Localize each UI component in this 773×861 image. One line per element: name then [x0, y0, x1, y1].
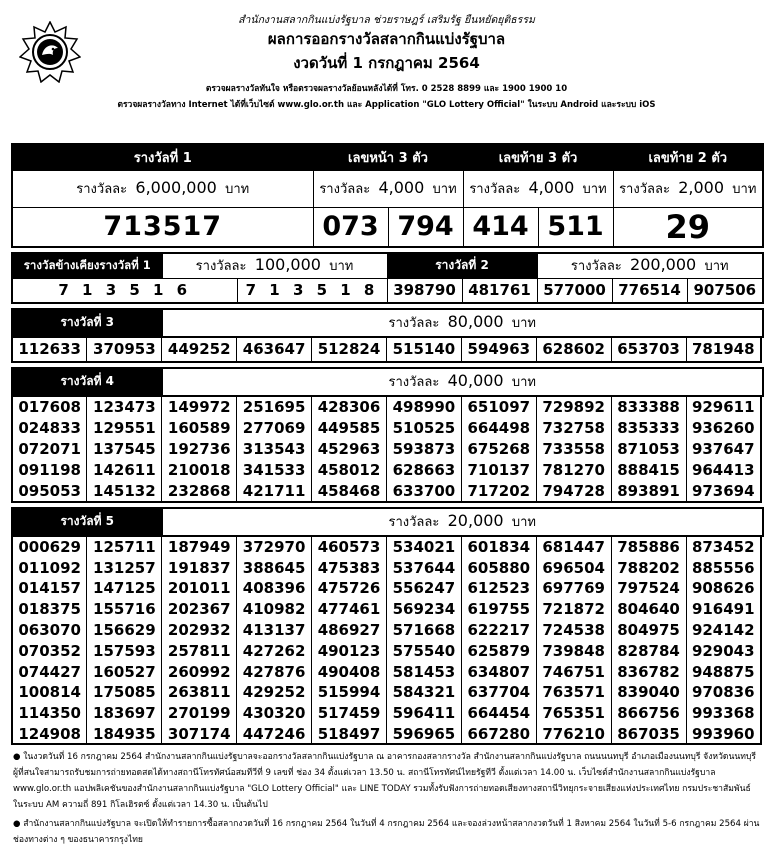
- second-prize-number: 907506: [687, 279, 763, 303]
- prize-number: 011092: [12, 557, 87, 578]
- prize-number: 145132: [87, 481, 162, 502]
- prize-number: 628602: [536, 338, 611, 362]
- fourth-prize-table: [11, 367, 764, 397]
- second-prize-number: 481761: [462, 279, 537, 303]
- prize-number: 785886: [611, 537, 686, 558]
- prize-number: 605880: [461, 557, 536, 578]
- near-first-label: รางวัลข้างเคียงรางวัลที่ 1: [12, 253, 162, 279]
- prize-number: 307174: [162, 724, 237, 745]
- near-first-amount: รางวัลละ 100,000 บาท: [162, 253, 387, 279]
- third-prize-amount: รางวัลละ 80,000 บาท: [162, 309, 763, 337]
- prize-number: 156629: [87, 620, 162, 641]
- number-row: [12, 439, 761, 460]
- prize-number: 729892: [536, 397, 611, 418]
- prize-number: 160589: [162, 418, 237, 439]
- prize-number: 191837: [162, 557, 237, 578]
- prize-number: 072071: [12, 439, 87, 460]
- prize-number: 187949: [162, 537, 237, 558]
- front3-number: 794: [388, 207, 463, 247]
- prize-number: 866756: [611, 703, 686, 724]
- prize-number: 970836: [691, 683, 755, 702]
- prize-number: 625879: [461, 640, 536, 661]
- prize-number: 341533: [237, 460, 312, 481]
- number-row: [12, 724, 761, 745]
- prize-number: 797524: [611, 578, 686, 599]
- number-row: [12, 338, 761, 362]
- prize-number: 024833: [12, 418, 87, 439]
- prize-number: 628663: [386, 460, 461, 481]
- fifth-prize-numbers: [11, 537, 762, 746]
- prize-number: 449585: [312, 418, 387, 439]
- prize-number: 651097: [461, 397, 536, 418]
- prize-number: 263811: [162, 682, 237, 703]
- prize-number: 251695: [237, 397, 312, 418]
- prize-number: 776210: [536, 724, 611, 745]
- fifth-prize-amount: รางวัลละ 20,000 บาท: [162, 508, 763, 536]
- second-prize-number: 776514: [612, 279, 687, 303]
- fourth-prize-numbers: [11, 397, 762, 503]
- back2-number: 29: [613, 207, 763, 247]
- prize-number: 733558: [536, 439, 611, 460]
- prize-number: 017608: [12, 397, 87, 418]
- back3-label: เลขท้าย 3 ตัว: [463, 144, 613, 170]
- prize-number: 534021: [386, 537, 461, 558]
- prize-number: 018375: [12, 599, 87, 620]
- fifth-prize-table: [11, 507, 764, 537]
- prize-number: 137545: [87, 439, 162, 460]
- prize-number: 593873: [386, 439, 461, 460]
- prize-number: 537644: [386, 557, 461, 578]
- prize-number: 929043: [691, 641, 755, 660]
- number-row: [12, 703, 761, 724]
- prize-number: 936260: [691, 419, 755, 437]
- front3-amount: รางวัลละ 4,000 บาท: [313, 170, 463, 207]
- prize-number: 581453: [386, 661, 461, 682]
- near-second-table: [11, 252, 764, 304]
- prize-number: 232868: [162, 481, 237, 502]
- prize-number: 063070: [12, 620, 87, 641]
- phone-info: ตรวจผลรางวัลทันใจ หรือตรวจผลรางวัลย้อนหลังได้ที่ โทร. 0 2528 8899 และ 1900 1900 10: [205, 84, 568, 94]
- prize-number: 125711: [87, 537, 162, 558]
- prize-number: 916491: [691, 600, 755, 619]
- prize-number: 675268: [461, 439, 536, 460]
- fourth-prize-label: รางวัลที่ 4: [12, 368, 162, 396]
- prize-number: 202367: [162, 599, 237, 620]
- prize-number: 836782: [611, 661, 686, 682]
- back3-amount: รางวัลละ 4,000 บาท: [463, 170, 613, 207]
- prize-number: 124908: [12, 724, 87, 745]
- prize-number: 739848: [536, 640, 611, 661]
- number-row: [12, 557, 761, 578]
- prize-number: 653703: [611, 338, 686, 362]
- near-first-number: 7 1 3 5 1 6: [12, 279, 237, 303]
- prize-number: 697769: [536, 578, 611, 599]
- prize-number: 993368: [691, 704, 755, 723]
- prize-number: 428306: [312, 397, 387, 418]
- office-slogan: สำนักงานสลากกินแบ่งรัฐบาล ช่วยราษฎร์ เสริมรัฐ ยืนหยัดยุติธรรม: [238, 14, 535, 26]
- prize-number: 430320: [237, 703, 312, 724]
- prize-number: 596965: [386, 724, 461, 745]
- third-prize-numbers: [11, 338, 762, 363]
- prize-number: 584321: [386, 682, 461, 703]
- prize-number: 515140: [386, 338, 461, 362]
- prize-number: 596411: [386, 703, 461, 724]
- prize-number: 804640: [611, 599, 686, 620]
- prize-number: 260992: [162, 661, 237, 682]
- prize-number: 634807: [461, 661, 536, 682]
- prize-number: 184935: [87, 724, 162, 745]
- header: [11, 13, 762, 143]
- draw-date: งวดวันที่ 1 กรกฎาคม 2564: [293, 54, 480, 72]
- prize-number: 833388: [611, 397, 686, 418]
- prize-number: 452963: [312, 439, 387, 460]
- prize-number: 463647: [237, 338, 312, 362]
- third-prize-table: [11, 308, 764, 338]
- prize-number: 828784: [611, 640, 686, 661]
- prize-number: 948875: [691, 662, 755, 681]
- prize-number: 388645: [237, 557, 312, 578]
- prize-number: 100814: [12, 682, 87, 703]
- notes: [11, 749, 762, 848]
- number-row: [12, 661, 761, 682]
- prize-number: 192736: [162, 439, 237, 460]
- prize-number: 721872: [536, 599, 611, 620]
- back2-amount: รางวัลละ 2,000 บาท: [613, 170, 763, 207]
- prize-number: 556247: [386, 578, 461, 599]
- prize-number: 924142: [691, 621, 755, 640]
- prize-number: 129551: [87, 418, 162, 439]
- front3-label: เลขหน้า 3 ตัว: [313, 144, 463, 170]
- prize-number: 664454: [461, 703, 536, 724]
- prize-number: 804975: [611, 620, 686, 641]
- prize-number: 486927: [312, 620, 387, 641]
- prize-number: 664498: [461, 418, 536, 439]
- prize-number: 794728: [536, 481, 611, 502]
- number-row: [12, 578, 761, 599]
- prize-number: 095053: [12, 481, 87, 502]
- prize-number: 893891: [611, 481, 686, 502]
- second-prize-number: 398790: [387, 279, 462, 303]
- number-row: [12, 397, 761, 418]
- first-prize-amount: รางวัลละ 6,000,000 บาท: [12, 170, 313, 207]
- prize-number: 765351: [536, 703, 611, 724]
- prize-number: 014157: [12, 578, 87, 599]
- prize-number: 571668: [386, 620, 461, 641]
- prize-number: 964413: [691, 461, 755, 479]
- prize-number: 601834: [461, 537, 536, 558]
- prize-number: 372970: [237, 537, 312, 558]
- prize-number: 490123: [312, 640, 387, 661]
- fourth-prize-amount: รางวัลละ 40,000 บาท: [162, 368, 763, 396]
- prize-number: 575540: [386, 640, 461, 661]
- prize-number: 449252: [162, 338, 237, 362]
- prize-number: 175085: [87, 682, 162, 703]
- prize-number: 973694: [691, 481, 755, 500]
- prize-number: 408396: [237, 578, 312, 599]
- note-sales: ● สำนักงานสลากกินแบ่งรัฐบาล จะเปิดให้ทำรายการซื้อสลากงวดวันที่ 16 กรกฎาคม 2564 ในวันที่ 4 กรกฎาคม 2564 และจองล่วงหน้าสลากงวดวันที่ 1 สิงหาคม 2564 ในวันที่ 5-6 กรกฎาคม 2564 ผ่านช่องทางต่าง ๆ ของธนาคารกรุงไทย: [13, 819, 760, 846]
- prize-number: 070352: [12, 640, 87, 661]
- number-row: [12, 599, 761, 620]
- top-prizes-table: [11, 143, 764, 248]
- prize-number: 257811: [162, 640, 237, 661]
- second-prize-number: 577000: [537, 279, 612, 303]
- number-row: [12, 682, 761, 703]
- prize-number: 458468: [312, 481, 387, 502]
- internet-info: ตรวจผลรางวัลทาง Internet ได้ที่เว็บไซต์ www.glo.or.th และ Application "GLO Lottery Official" ในระบบ Android และระบบ iOS: [117, 100, 656, 110]
- prize-number: 490408: [312, 661, 387, 682]
- prize-number: 477461: [312, 599, 387, 620]
- prize-number: 210018: [162, 460, 237, 481]
- prize-number: 871053: [611, 439, 686, 460]
- back2-label: เลขท้าย 2 ตัว: [613, 144, 763, 170]
- prize-number: 937647: [691, 440, 755, 458]
- prize-number: 114350: [12, 703, 87, 724]
- prize-number: 370953: [87, 338, 162, 362]
- prize-number: 594963: [461, 338, 536, 362]
- prize-number: 993960: [691, 724, 755, 743]
- number-row: [12, 418, 761, 439]
- prize-number: 458012: [312, 460, 387, 481]
- prize-number: 710137: [461, 460, 536, 481]
- prize-number: 277069: [237, 418, 312, 439]
- prize-number: 515994: [312, 682, 387, 703]
- prize-number: 123473: [87, 397, 162, 418]
- prize-number: 427262: [237, 640, 312, 661]
- prize-number: 475383: [312, 557, 387, 578]
- prize-number: 788202: [611, 557, 686, 578]
- prize-number: 929611: [691, 398, 755, 416]
- number-row: [12, 640, 761, 661]
- prize-number: 460573: [312, 537, 387, 558]
- prize-number: 781270: [536, 460, 611, 481]
- prize-number: 510525: [386, 418, 461, 439]
- prize-number: 622217: [461, 620, 536, 641]
- prize-number: 131257: [87, 557, 162, 578]
- prize-number: 619755: [461, 599, 536, 620]
- prize-number: 512824: [312, 338, 387, 362]
- prize-number: 313543: [237, 439, 312, 460]
- second-prize-label: รางวัลที่ 2: [387, 253, 537, 279]
- prize-number: 421711: [237, 481, 312, 502]
- prize-number: 498990: [386, 397, 461, 418]
- number-row: [12, 537, 761, 558]
- prize-number: 000629: [12, 537, 87, 558]
- number-row: [12, 620, 761, 641]
- prize-number: 112633: [12, 338, 87, 362]
- prize-number: 839040: [611, 682, 686, 703]
- prize-number: 147125: [87, 578, 162, 599]
- prize-number: 149972: [162, 397, 237, 418]
- prize-number: 410982: [237, 599, 312, 620]
- prize-number: 888415: [611, 460, 686, 481]
- prize-number: 517459: [312, 703, 387, 724]
- back3-number: 414: [463, 207, 538, 247]
- prize-number: 160527: [87, 661, 162, 682]
- prize-number: 732758: [536, 418, 611, 439]
- prize-number: 091198: [12, 460, 87, 481]
- prize-number: 202932: [162, 620, 237, 641]
- prize-number: 763571: [536, 682, 611, 703]
- prize-number: 908626: [691, 579, 755, 598]
- prize-number: 781948: [691, 340, 755, 358]
- prize-number: 183697: [87, 703, 162, 724]
- page-title: ผลการออกรางวัลสลากกินแบ่งรัฐบาล: [267, 30, 506, 48]
- first-prize-label: รางวัลที่ 1: [12, 144, 313, 170]
- prize-number: 270199: [162, 703, 237, 724]
- near-first-number: 7 1 3 5 1 8: [237, 279, 387, 303]
- prize-number: 074427: [12, 661, 87, 682]
- back3-number: 511: [538, 207, 613, 247]
- prize-number: 429252: [237, 682, 312, 703]
- prize-number: 873452: [691, 537, 755, 556]
- number-row: [12, 460, 761, 481]
- prize-number: 155716: [87, 599, 162, 620]
- prize-number: 201011: [162, 578, 237, 599]
- prize-number: 746751: [536, 661, 611, 682]
- note-broadcast: ● ในงวดวันที่ 16 กรกฎาคม 2564 สำนักงานสลากกินแบ่งรัฐบาลจะออกรางวัลสลากกินแบ่งรัฐบาล ณ อาคารกองสลากรางวัล สำนักงานสลากกินแบ่งรัฐบาล ถนนนนทบุรี อำเภอเมืองนนทบุรี จังหวัดนนทบุรี ผู้ที่สนใจสามารถรับชมการถ่ายทอดสดได้ทางสถานีโทรทัศน์อสมทีวีที่ 9 เลขที่ ช่อง 34 ตั้งแต่เวลา 13.50 น. สถานีโทรทัศน์ไทยรัฐทีวี ตั้งแต่เวลา 14.00 น. เว็บไซต์สำนักงานสลากกินแบ่งรัฐบาล www.glo.or.th แอปพลิเคชันของสำนักงานสลากกินแบ่งรัฐบาล "GLO Lottery Official" และ LINE TODAY รวมทั้งรับฟังการถ่ายทอดเสียงทางสถานีวิทยุกระจายเสียงแห่งประเทศไทย กรมประชาสัมพันธ์ ในระบบ AM ความถี่ 891 กิโลเฮิรตซ์ ตั้งแต่เวลา 14.30 น. เป็นต้นไป: [13, 752, 756, 811]
- prize-number: 413137: [237, 620, 312, 641]
- prize-number: 681447: [536, 537, 611, 558]
- prize-number: 637704: [461, 682, 536, 703]
- prize-number: 867035: [611, 724, 686, 745]
- prize-number: 142611: [87, 460, 162, 481]
- prize-number: 724538: [536, 620, 611, 641]
- prize-number: 885556: [691, 558, 755, 577]
- prize-number: 157593: [87, 640, 162, 661]
- prize-number: 633700: [386, 481, 461, 502]
- prize-number: 518497: [312, 724, 387, 745]
- third-prize-label: รางวัลที่ 3: [12, 309, 162, 337]
- prize-number: 569234: [386, 599, 461, 620]
- prize-number: 475726: [312, 578, 387, 599]
- glo-emblem-icon: [19, 21, 81, 83]
- prize-number: 447246: [237, 724, 312, 745]
- fifth-prize-label: รางวัลที่ 5: [12, 508, 162, 536]
- front3-number: 073: [313, 207, 388, 247]
- prize-number: 427876: [237, 661, 312, 682]
- prize-number: 717202: [461, 481, 536, 502]
- second-prize-amount: รางวัลละ 200,000 บาท: [537, 253, 763, 279]
- number-row: [12, 481, 761, 502]
- prize-number: 612523: [461, 578, 536, 599]
- first-prize-number: 713517: [12, 207, 313, 247]
- prize-number: 835333: [611, 418, 686, 439]
- prize-number: 667280: [461, 724, 536, 745]
- prize-number: 696504: [536, 557, 611, 578]
